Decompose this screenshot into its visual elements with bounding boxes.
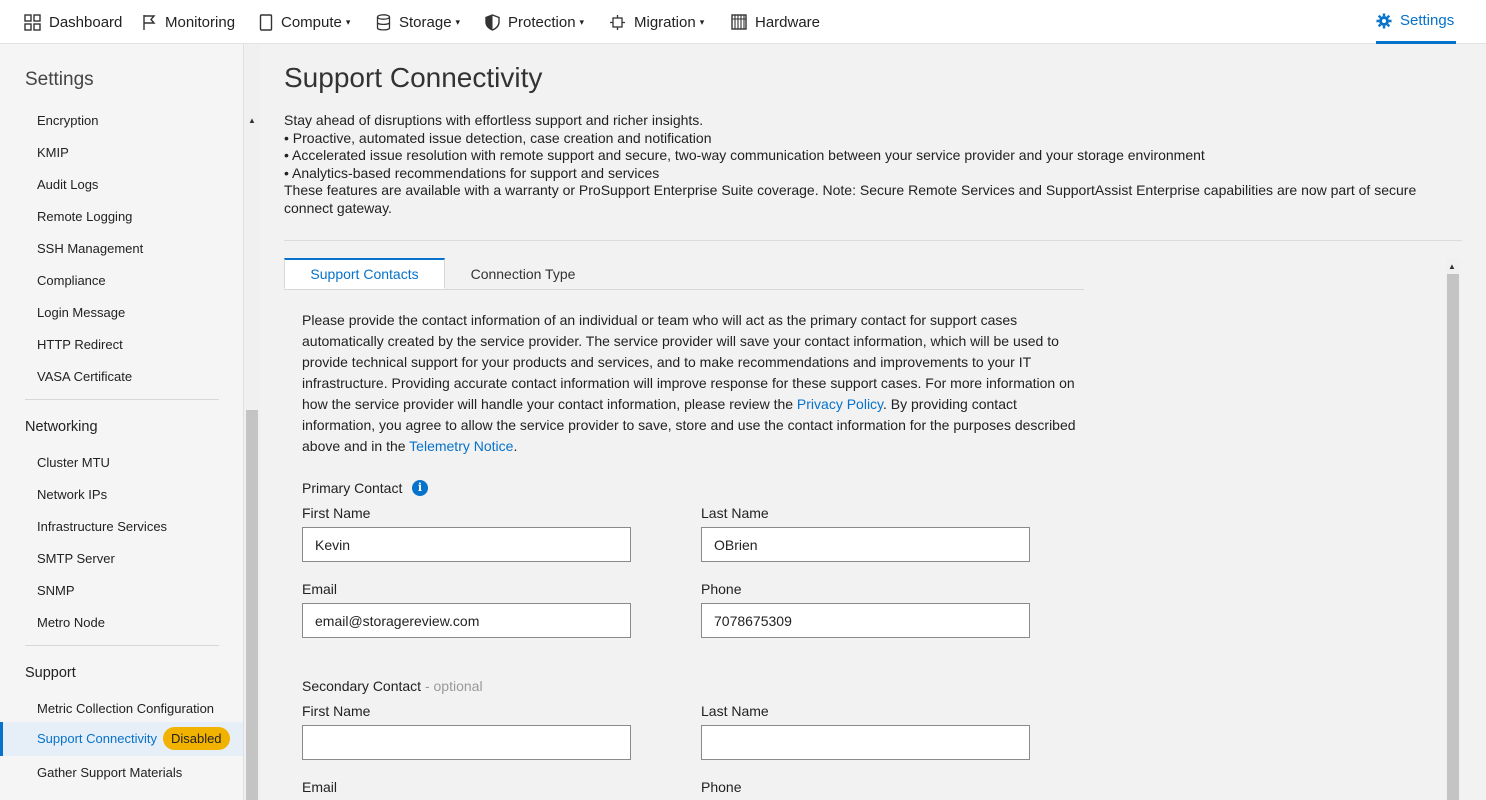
sidebar-scrollbar-thumb[interactable] [246, 410, 258, 800]
secondary-contact-label [302, 678, 483, 694]
sidebar-item-network-ips[interactable]: Network IPs [37, 487, 108, 502]
phone-label: Phone [701, 581, 742, 597]
intro-line: Stay ahead of disruptions with effortless support and richer insights. [284, 112, 704, 128]
sidebar-item-infrastructure-services[interactable]: Infrastructure Services [37, 519, 168, 534]
primary-last-name-field[interactable] [701, 527, 1030, 562]
chevron-down-icon: ▾ [699, 16, 705, 27]
sidebar-item-smtp-server[interactable]: SMTP Server [37, 551, 115, 566]
nav-protection-label: Protection [508, 13, 576, 31]
shield-icon [485, 14, 500, 31]
nav-monitoring-label: Monitoring [165, 13, 236, 31]
nav-dashboard[interactable] [24, 0, 122, 44]
intro-line: • Analytics-based recommendations for support and services [284, 164, 660, 181]
email-label: Email [302, 581, 338, 597]
contact-description [302, 310, 1082, 457]
nav-settings[interactable] [1376, 0, 1456, 44]
nav-protection[interactable] [485, 0, 584, 44]
scroll-up-icon[interactable]: ▲ [248, 116, 256, 125]
sidebar-item-compliance[interactable]: Compliance [37, 273, 106, 288]
privacy-policy-link[interactable]: Privacy Policy [796, 396, 884, 412]
sidebar-title: Settings [25, 69, 94, 90]
chevron-down-icon: ▾ [579, 16, 585, 27]
migration-icon [609, 14, 626, 31]
sidebar-item-gather-support-materials[interactable]: Gather Support Materials [37, 765, 183, 780]
intro-line: • Accelerated issue resolution with remote support and secure, two-way communication between your service provider and your storage environment [284, 147, 1205, 163]
tab-connection-type[interactable]: Connection Type [470, 265, 576, 282]
phone-label: Phone [701, 779, 742, 795]
desc-text: . By providing contact information, you agree to allow the service provider to save, store and use the contact information for the purposes described above and in the [302, 396, 1076, 454]
first-name-label: First Name [302, 505, 371, 521]
sidebar-item-login-message[interactable]: Login Message [37, 305, 126, 320]
optional-label: - optional [421, 678, 483, 694]
secondary-contact-text: Secondary Contact [302, 678, 422, 694]
nav-hardware-label: Hardware [755, 13, 821, 31]
telemetry-notice-link[interactable]: Telemetry Notice [409, 438, 514, 454]
nav-settings-label: Settings [1400, 12, 1455, 29]
content-scrollbar-thumb[interactable] [1447, 274, 1459, 800]
sidebar-item-remote-logging[interactable]: Remote Logging [37, 209, 133, 224]
sidebar-item-cluster-mtu[interactable]: Cluster MTU [37, 455, 110, 470]
nav-storage-label: Storage [399, 13, 452, 31]
nav-compute[interactable] [259, 0, 350, 44]
sidebar-group-support: Support [25, 665, 76, 681]
info-icon[interactable]: i [412, 480, 428, 496]
sidebar-item-encryption[interactable]: Encryption [37, 113, 99, 128]
sidebar-item-http-redirect[interactable]: HTTP Redirect [37, 337, 123, 352]
primary-phone-field[interactable] [701, 603, 1030, 638]
scroll-up-icon[interactable]: ▲ [1448, 262, 1456, 271]
intro-line: These features are available with a warranty or ProSupport Enterprise Suite coverage. Note: Secure Remote Services and SupportAssist Enterprise capabilities are now part of secure connect gateway. [284, 182, 1417, 216]
sidebar-item-vasa-certificate[interactable]: VASA Certificate [37, 369, 133, 384]
desc-text: . [513, 438, 518, 454]
tab-bar [284, 258, 1084, 290]
top-navigation [0, 0, 1486, 44]
secondary-last-name-field[interactable] [701, 725, 1030, 760]
chevron-down-icon: ▾ [345, 16, 351, 27]
hardware-icon [731, 14, 747, 30]
sidebar-item-label: Support Connectivity [37, 731, 157, 746]
sidebar-item-kmip[interactable]: KMIP [37, 145, 69, 160]
primary-email-field[interactable] [302, 603, 631, 638]
email-label: Email [302, 779, 338, 795]
database-icon [376, 14, 391, 31]
last-name-label: Last Name [701, 505, 769, 521]
nav-compute-label: Compute [281, 13, 342, 31]
nav-migration-label: Migration [634, 13, 696, 31]
sidebar-divider [25, 399, 219, 400]
primary-contact-label: Primary Contact [302, 480, 403, 496]
page-title: Support Connectivity [284, 62, 543, 93]
status-badge: Disabled [163, 727, 230, 750]
chevron-down-icon: ▾ [455, 16, 461, 27]
sidebar-item-support-connectivity[interactable] [37, 727, 230, 750]
nav-hardware[interactable] [731, 0, 820, 44]
sidebar-item-ssh-management[interactable]: SSH Management [37, 241, 144, 256]
compute-icon [259, 14, 273, 31]
nav-monitoring[interactable] [142, 0, 235, 44]
sidebar-divider [25, 645, 219, 646]
settings-sidebar [0, 44, 244, 800]
first-name-label: First Name [302, 703, 371, 719]
intro-line: • Proactive, automated issue detection, case creation and notification [284, 129, 712, 146]
section-divider [284, 240, 1462, 241]
sidebar-group-networking: Networking [25, 419, 98, 435]
primary-first-name-field[interactable] [302, 527, 631, 562]
secondary-first-name-field[interactable] [302, 725, 631, 760]
sidebar-item-metro-node[interactable]: Metro Node [37, 615, 105, 630]
sidebar-item-snmp[interactable]: SNMP [37, 583, 75, 598]
tab-support-contacts[interactable]: Support Contacts [284, 258, 445, 289]
nav-migration[interactable] [609, 0, 704, 44]
sidebar-item-audit-logs[interactable]: Audit Logs [37, 177, 99, 192]
intro-text [284, 112, 1454, 217]
sidebar-item-metric-collection[interactable]: Metric Collection Configuration [37, 701, 215, 716]
nav-storage[interactable] [376, 0, 460, 44]
flag-icon [142, 14, 157, 31]
dashboard-icon [24, 14, 41, 31]
gear-icon [1376, 13, 1392, 29]
nav-dashboard-label: Dashboard [49, 13, 123, 31]
desc-text: Please provide the contact information of an individual or team who will act as the primary contact for support cases automatically created by the service provider. The service provider will save your contact information, which will be used to provide technical support for your products and services, and to make recommendations and improvements to your IT infrastructure. Providing accurate contact information will improve response for these support cases. For more information on how the service provider will handle your contact information, please review the [302, 312, 1075, 412]
last-name-label: Last Name [701, 703, 769, 719]
